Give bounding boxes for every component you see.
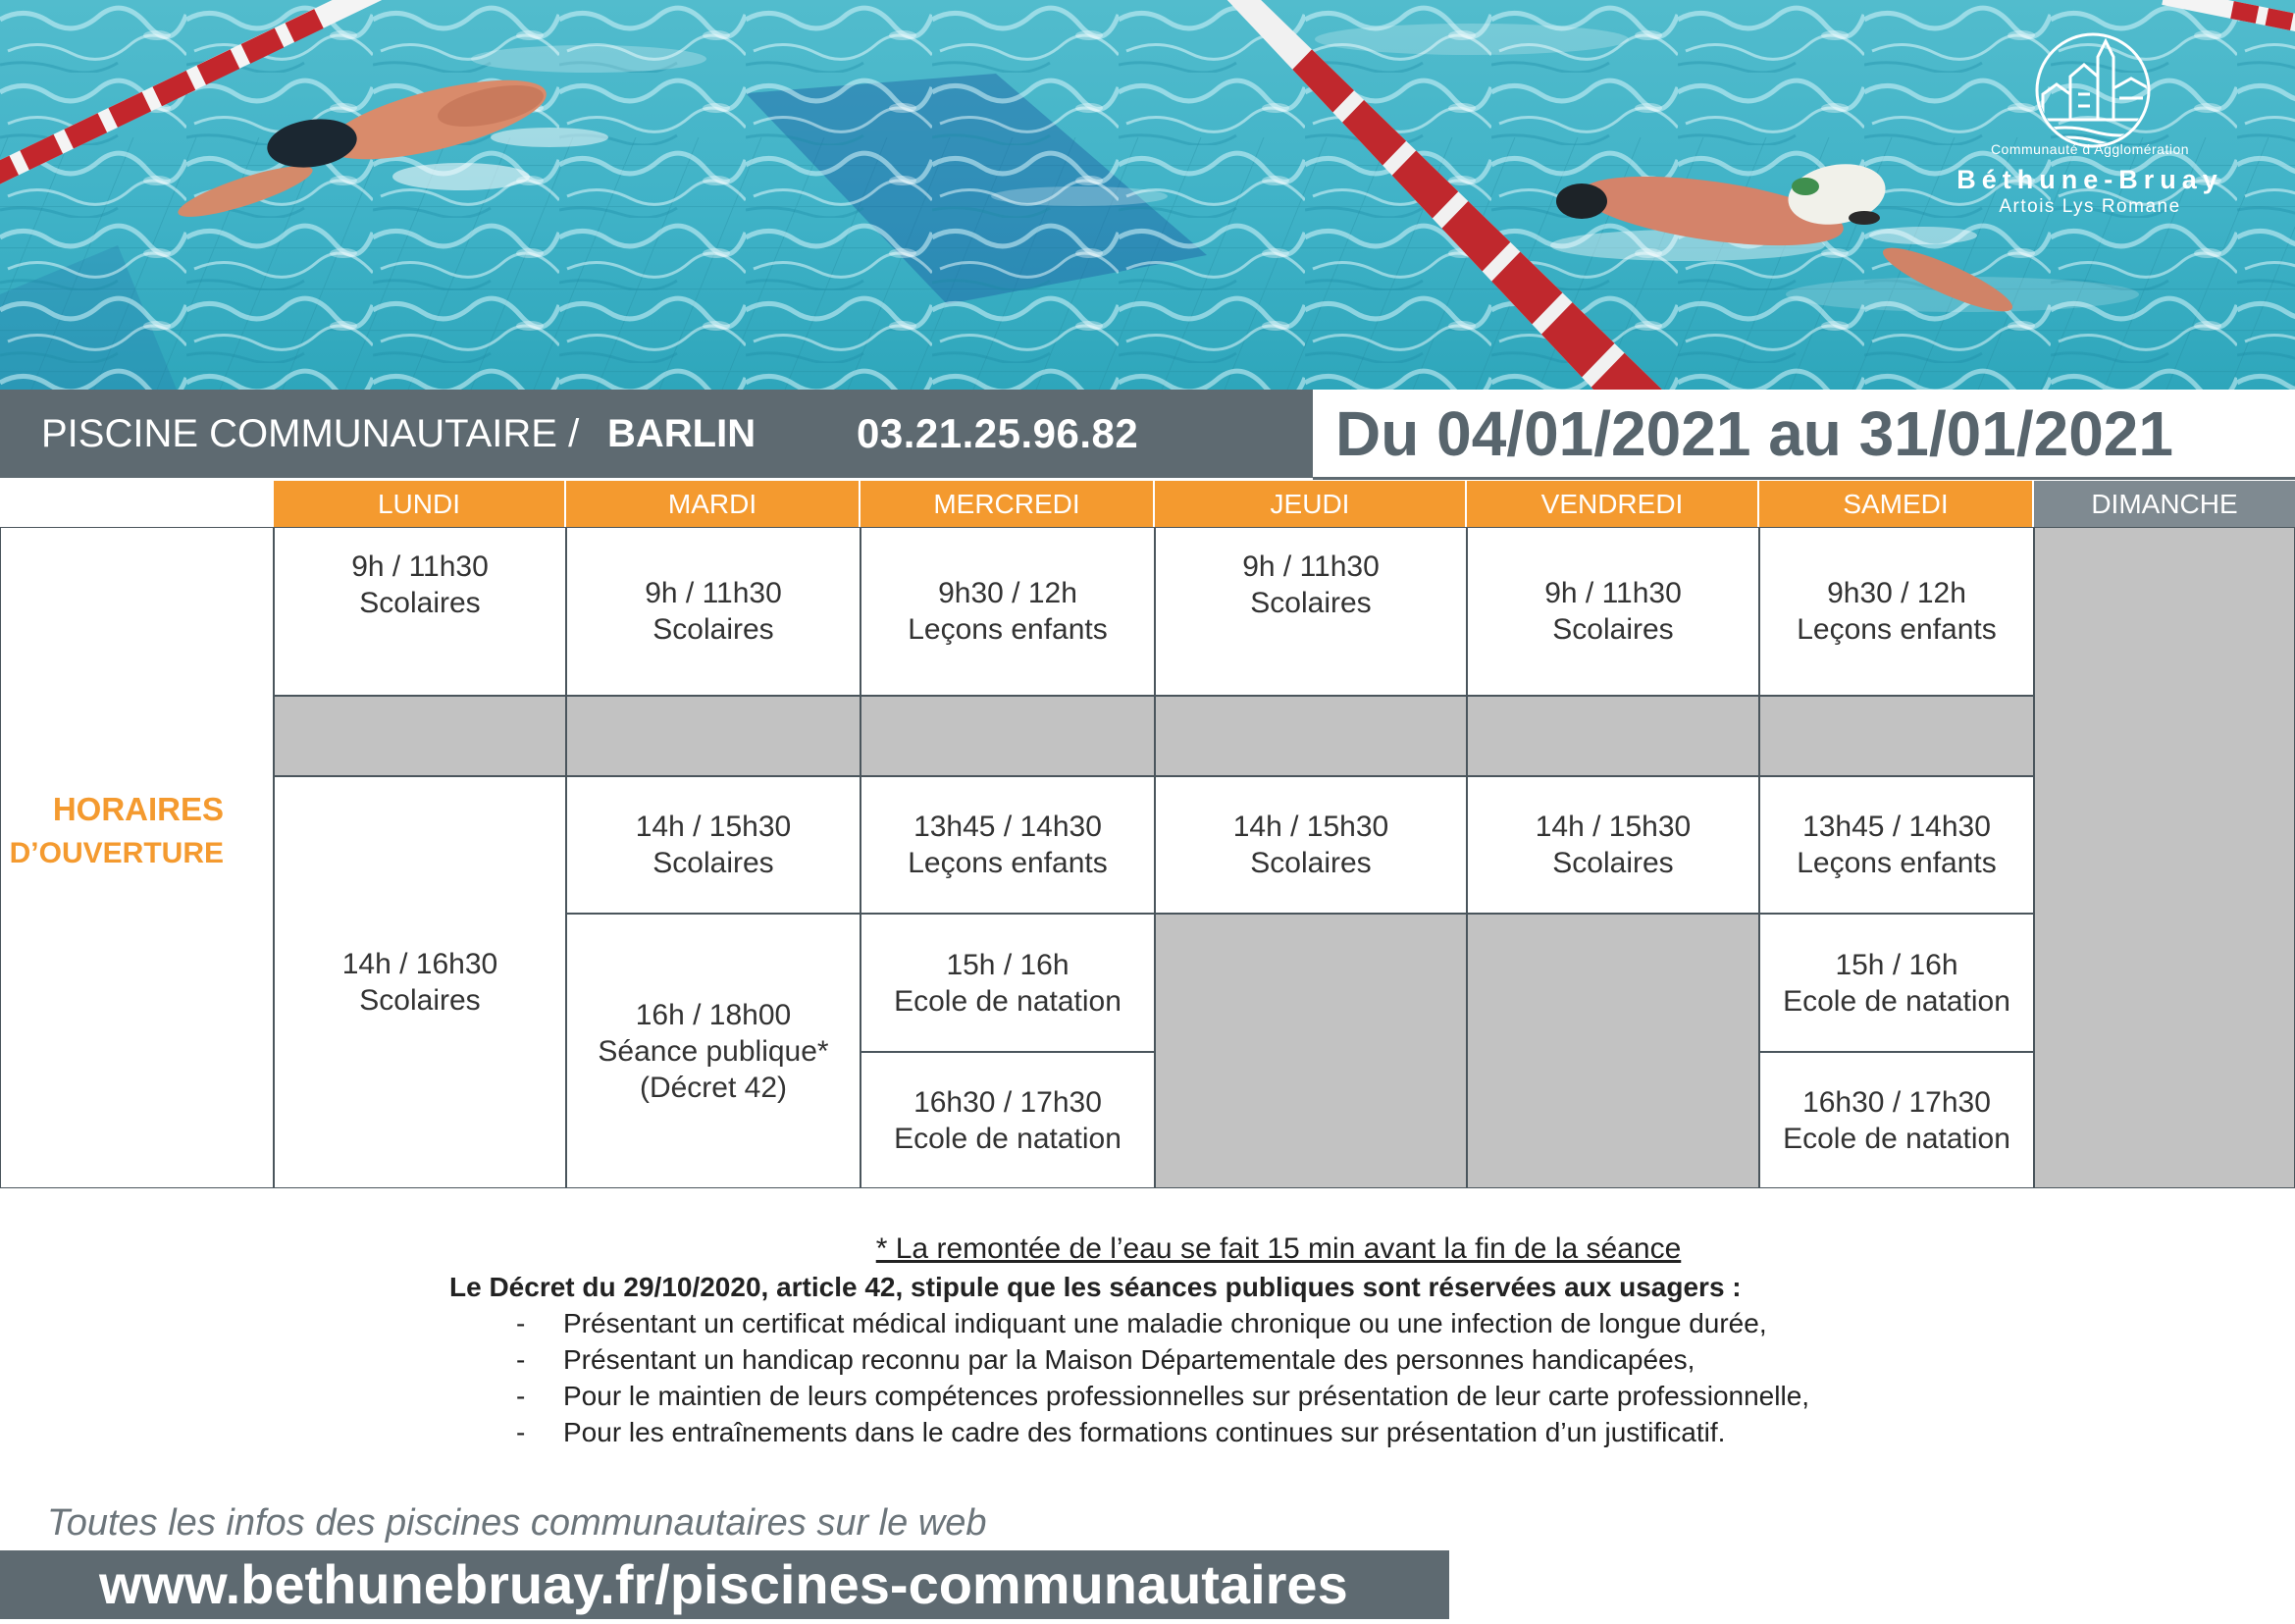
closed-cell-dimanche — [2034, 527, 2295, 1188]
session-cell — [566, 527, 861, 696]
decree-intro: Le Décret du 29/10/2020, article 42, stipule que les séances publiques sont réservées aux usagers : — [449, 1272, 1742, 1302]
day-header-mercredi: MERCREDI — [861, 481, 1155, 527]
session-time: 14h / 15h30 — [1232, 811, 1389, 843]
website-url: www.bethunebruay.fr/piscines-communautaires — [99, 1553, 1348, 1615]
list-item — [0, 1414, 2295, 1450]
session-time: 15h / 16h — [946, 948, 1069, 981]
session-label: Leçons enfants — [908, 613, 1108, 646]
session-cell — [861, 776, 1155, 914]
session-time: 9h30 / 12h — [1827, 577, 1966, 609]
date-underline — [1313, 477, 2295, 480]
session-time: 9h / 11h30 — [1544, 577, 1682, 609]
logo-line-1: Communauté d’Agglomération — [1990, 141, 2190, 157]
session-cell — [861, 1052, 1155, 1188]
day-header-dimanche: DIMANCHE — [2034, 481, 2295, 527]
day-header-vendredi: VENDREDI — [1467, 481, 1759, 527]
logo-line-2: Béthune-Bruay — [1956, 165, 2223, 194]
list-item-text: Pour les entraînements dans le cadre des formations continues sur présentation d’un justificatif. — [563, 1417, 1726, 1447]
session-label: Ecole de natation — [894, 1122, 1121, 1155]
closed-cell — [1155, 914, 1467, 1188]
session-label: Ecole de natation — [1783, 984, 2010, 1018]
list-bullet: - — [516, 1308, 526, 1338]
list-item — [0, 1378, 2295, 1414]
list-item-text: Pour le maintien de leurs compétences professionnelles sur présentation de leur carte professionnelle, — [563, 1381, 1810, 1411]
pool-photo — [0, 0, 2295, 390]
session-cell — [566, 914, 861, 1188]
session-note: (Décret 42) — [639, 1071, 788, 1104]
session-label: Scolaires — [1552, 847, 1674, 879]
session-label: Scolaires — [359, 587, 481, 619]
session-label: Ecole de natation — [894, 984, 1121, 1018]
session-cell — [274, 776, 566, 1188]
session-label: Leçons enfants — [1797, 613, 1997, 646]
session-cell — [1759, 776, 2034, 914]
session-label: Séance publique* — [598, 1034, 829, 1068]
session-cell — [566, 776, 861, 914]
session-label: Ecole de natation — [1783, 1122, 2010, 1155]
session-label: Scolaires — [1250, 587, 1372, 619]
list-bullet: - — [516, 1344, 526, 1375]
session-time: 9h / 11h30 — [351, 550, 489, 583]
session-time: 14h / 15h30 — [1535, 811, 1692, 843]
session-time: 15h / 16h — [1835, 948, 1958, 981]
session-label: Leçons enfants — [908, 847, 1108, 879]
list-bullet: - — [516, 1381, 526, 1411]
list-item — [0, 1305, 2295, 1341]
day-header-mardi: MARDI — [566, 481, 861, 527]
closed-cell — [566, 696, 861, 776]
session-time: 16h / 18h00 — [635, 998, 792, 1031]
session-cell — [1759, 1052, 2034, 1188]
facility-town: BARLIN — [607, 412, 756, 455]
facility-name: PISCINE COMMUNAUTAIRE / — [41, 412, 580, 455]
closed-cell — [1155, 696, 1467, 776]
web-intro: Toutes les infos des piscines communautaires sur le web — [47, 1502, 987, 1544]
date-range-box — [1313, 390, 2295, 478]
session-label: Scolaires — [652, 847, 774, 879]
list-item-text: Présentant un certificat médical indiquant une maladie chronique ou une infection de longue durée, — [563, 1308, 1767, 1338]
session-cell — [861, 527, 1155, 696]
water-exit-footnote: * La remontée de l’eau se fait 15 min avant la fin de la séance — [875, 1232, 1682, 1265]
closed-cell — [1467, 914, 1759, 1188]
session-time: 14h / 16h30 — [341, 948, 498, 980]
list-item — [0, 1341, 2295, 1378]
session-time: 13h45 / 14h30 — [913, 811, 1102, 843]
date-range: Du 04/01/2021 au 31/01/2021 — [1335, 398, 2173, 469]
session-time: 9h / 11h30 — [645, 577, 782, 609]
phone-number: 03.21.25.96.82 — [857, 410, 1139, 456]
day-header-samedi: SAMEDI — [1759, 481, 2034, 527]
closed-cell — [1467, 696, 1759, 776]
list-item-text: Présentant un handicap reconnu par la Maison Départementale des personnes handicapées, — [563, 1344, 1695, 1375]
session-cell — [1759, 527, 2034, 696]
list-bullet: - — [516, 1417, 526, 1447]
closed-cell — [274, 696, 566, 776]
session-label: Scolaires — [652, 613, 774, 646]
session-cell — [274, 527, 566, 696]
session-label: Scolaires — [359, 984, 481, 1017]
row-label-line-2: D’OUVERTURE — [9, 837, 224, 869]
session-cell — [1467, 776, 1759, 914]
session-cell — [1155, 776, 1467, 914]
eligible-users-list — [0, 1305, 2295, 1450]
session-label: Scolaires — [1250, 847, 1372, 879]
session-time: 9h30 / 12h — [938, 577, 1077, 609]
url-bar — [0, 1550, 1449, 1619]
logo-line-3: Artois Lys Romane — [1999, 196, 2181, 217]
session-time: 13h45 / 14h30 — [1802, 811, 1991, 843]
closed-cell — [1759, 696, 2034, 776]
day-header-jeudi: JEUDI — [1155, 481, 1467, 527]
session-label: Scolaires — [1552, 613, 1674, 646]
session-cell — [1759, 914, 2034, 1052]
row-label-line-1: HORAIRES — [52, 791, 224, 827]
session-cell — [1467, 527, 1759, 696]
session-cell — [861, 914, 1155, 1052]
session-time: 16h30 / 17h30 — [913, 1085, 1102, 1119]
session-time: 16h30 / 17h30 — [1802, 1085, 1991, 1119]
session-time: 14h / 15h30 — [635, 811, 792, 843]
session-cell — [1155, 527, 1467, 696]
closed-cell — [861, 696, 1155, 776]
day-header-lundi: LUNDI — [274, 481, 566, 527]
facility-bar — [0, 390, 1313, 478]
session-label: Leçons enfants — [1797, 847, 1997, 879]
session-time: 9h / 11h30 — [1242, 550, 1380, 583]
